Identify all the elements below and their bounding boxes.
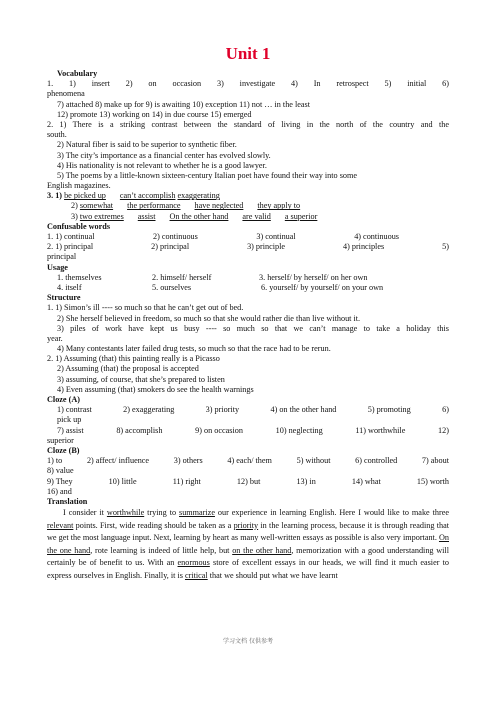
confusable-item: 3) principle <box>247 242 286 252</box>
cloze-b-item: 13) in <box>296 476 316 486</box>
cloze-b-item: 6) controlled <box>355 456 398 466</box>
translation-keyword: critical <box>184 571 208 581</box>
confusable-item: 2) continuous <box>153 232 198 241</box>
cloze-a-item: 5) promoting <box>367 405 411 415</box>
translation-keyword: on the other hand <box>232 545 292 555</box>
vocab-s3-line3 <box>47 212 449 222</box>
cloze-a-line1 <box>47 405 449 415</box>
cloze-b-item: 3) others <box>173 456 203 466</box>
translation-segment: in the learning process, because it is through reading that we get the most language input. Next, learning by heart as many well-written essays as possible is also very important. <box>47 520 449 543</box>
cloze-b-item: 5) without <box>296 456 331 466</box>
usage-heading: Usage <box>47 262 68 272</box>
structure-b3: 3) assuming, of course, that she’s prepared to listen <box>57 374 225 384</box>
page-footer: 学习文档 仅供参考 <box>223 638 273 645</box>
translation-keyword: worthwhile <box>106 508 145 518</box>
cloze-b-item: 4) each/ them <box>227 456 272 466</box>
usage-item: 2. himself/ herself <box>152 272 212 282</box>
cloze-b-heading: Cloze (B) <box>47 445 80 455</box>
usage-line1 <box>47 273 449 283</box>
translation-segment: trying to <box>144 508 180 518</box>
vocab-s3-line2 <box>47 201 449 211</box>
cloze-a-item: 8) accomplish <box>116 425 163 435</box>
cloze-a-item: 7) assist <box>57 425 84 435</box>
cloze-b-item: 11) right <box>172 476 201 486</box>
translation-text <box>47 507 449 583</box>
vocab-s3-answer: assist <box>137 211 156 221</box>
confusable-item: 4) continuous <box>354 232 399 241</box>
cloze-b-item: 2) affect/ influence <box>86 456 150 466</box>
cloze-a-item: 11) worthwhile <box>355 425 406 435</box>
cloze-a-line1b: pick up <box>57 415 82 425</box>
structure-a3b: year. <box>47 333 63 343</box>
translation-keyword: enormous <box>177 558 210 568</box>
vocab-s3-answer: have neglected <box>194 201 244 211</box>
confusable-line1 <box>47 232 399 242</box>
structure-a2: 2) She herself believed in freedom, so much so that she would rather die than live without it. <box>57 313 361 323</box>
vocab-s1-line1 <box>47 79 449 89</box>
vocab-s1-line4: 12) promote 13) working on 14) in due course 15) emerged <box>57 109 252 119</box>
vocab-s3-answer: a superior <box>284 211 318 221</box>
translation-paragraph <box>47 507 449 583</box>
vocab-s2-item2: 2) Natural fiber is said to be superior to synthetic fiber. <box>57 140 237 150</box>
structure-a4: 4) Many contestants later failed drug tests, so much so that the race had to be rerun. <box>57 344 331 354</box>
cloze-a-item: 6) <box>442 405 449 415</box>
vocab-s2-line2: south. <box>47 130 67 140</box>
structure-b1: 2. 1) Assuming (that) this painting really is a Picasso <box>47 354 220 364</box>
cloze-b-line2 <box>47 477 449 487</box>
vocab-s3-answer: On the other hand <box>169 211 229 221</box>
confusable-item: 3) continual <box>256 232 296 241</box>
usage-item: 6. yourself/ by yourself/ on your own <box>261 282 384 292</box>
cloze-b-item: 12) but <box>236 476 261 486</box>
vocab-s3-answer: the performance <box>127 201 181 211</box>
cloze-b-line1b: 8) value <box>47 466 74 476</box>
document-body <box>47 69 449 583</box>
vocab-s3-answer: be picked up <box>64 191 106 201</box>
cloze-b-item: 7) about <box>421 456 449 466</box>
cloze-b-item: 9) They <box>47 476 73 486</box>
vocab-s3-answer: they apply to <box>257 201 301 211</box>
confusable-item: 2) principal <box>151 242 190 252</box>
usage-line2 <box>47 283 449 293</box>
confusable-item: 2. 1) principal <box>47 242 94 252</box>
confusable-heading: Confusable words <box>47 221 111 231</box>
structure-a3a-text: 3) piles of work have kept us busy ---- so much so that we can’t manage to take a holiday this <box>57 323 449 333</box>
confusable-item: 5) <box>442 242 449 252</box>
translation-segment: I consider it <box>63 508 107 518</box>
vocab-s2-item4: 4) His nationality is not relevant to whether he is a good lawyer. <box>57 160 267 170</box>
cloze-a-item: 12) <box>438 425 449 435</box>
cloze-a-item: 3) priority <box>205 405 240 415</box>
vocab-s3-answer: somewhat <box>79 201 114 211</box>
cloze-a-line2 <box>47 426 449 436</box>
structure-b2: 2) Assuming (that) the proposal is accepted <box>57 364 199 374</box>
translation-segment: , memorization with a good understanding will certainly be of benefit to us. With an <box>47 545 449 568</box>
confusable-item: 1. 1) continual <box>47 232 95 241</box>
cloze-a-item: 1) contrast <box>57 405 92 415</box>
translation-keyword: priority <box>233 520 259 530</box>
structure-a1: 1. 1) Simon’s ill ---- so much so that he can’t get out of bed. <box>47 303 244 313</box>
vocab-s2-line1 <box>47 120 449 130</box>
vocabulary-heading: Vocabulary <box>57 69 98 78</box>
confusable-line2b: principal <box>47 252 77 262</box>
structure-a3a <box>47 324 449 334</box>
usage-item: 4. itself <box>57 282 82 292</box>
cloze-a-item: 10) neglecting <box>275 425 323 435</box>
vocab-s3-number: 3) <box>71 211 78 221</box>
vocab-s3-number: 2) <box>71 201 78 211</box>
cloze-a-item: 4) on the other hand <box>270 405 337 415</box>
structure-b4: 4) Even assuming (that) smokers do see the health warnings <box>57 384 254 394</box>
structure-heading: Structure <box>47 293 81 303</box>
translation-segment: that we should put what we have learnt <box>207 571 338 581</box>
vocab-s3-number: 3. 1) <box>47 191 63 201</box>
cloze-b-item: 10) little <box>108 476 137 486</box>
vocab-s3-answer: are valid <box>242 211 271 221</box>
vocab-s1-line2: phenomena <box>47 89 85 99</box>
vocab-s2-item5a: 5) The poems by a little-known sixteen-century Italian poet have found their way into some <box>57 170 357 180</box>
cloze-a-item: 9) on occasion <box>195 425 243 435</box>
vocab-s2-item3: 3) The city’s importance as a financial center has evolved slowly. <box>57 150 271 160</box>
confusable-item: 4) principles <box>343 242 385 252</box>
cloze-a-line2b: superior <box>47 435 74 445</box>
confusable-line2 <box>47 242 449 252</box>
usage-item: 5. ourselves <box>152 282 192 292</box>
translation-segment: points. First, wide reading should be taken as a <box>73 520 234 530</box>
cloze-a-item: 2) exaggerating <box>123 405 175 415</box>
vocab-s1-line3: 7) attached 8) make up for 9) is awaiting 10) exception 11) not … in the least <box>57 99 310 109</box>
cloze-b-item: 15) worth <box>416 476 449 486</box>
translation-segment: our experience in learning English. Here I would like to make three <box>214 508 449 518</box>
cloze-b-line2b: 16) and <box>47 486 72 496</box>
usage-item: 1. themselves <box>57 272 102 282</box>
usage-item: 3. herself/ by herself/ on her own <box>259 272 368 282</box>
unit-title: Unit 1 <box>225 44 271 63</box>
translation-keyword: summarize <box>179 508 215 518</box>
vocab-s2-line1-text: 2. 1) There is a striking contrast between the standard of living in the north of the country and the <box>47 119 449 129</box>
translation-segment: store of excellent essays in our heads, we will find it much easier to express ourselves in English. Finally, it is <box>47 558 449 581</box>
cloze-b-line1 <box>47 456 449 466</box>
vocab-s2-item5b: English magazines. <box>47 181 111 191</box>
cloze-a-heading: Cloze (A) <box>47 395 80 404</box>
cloze-b-item: 14) what <box>351 476 381 486</box>
vocab-s3-answer: exaggerating <box>177 191 220 201</box>
vocab-s3-answer: two extremes <box>79 211 124 221</box>
translation-keyword: relevant <box>47 520 74 530</box>
vocab-s1-line1-text: 1. 1) insert 2) on occasion 3) investigate 4) In retrospect 5) initial 6) <box>47 79 449 89</box>
translation-heading: Translation <box>47 496 88 506</box>
vocab-s3-answer: can’t accomplish <box>119 191 176 201</box>
translation-segment: , rote learning is indeed of little help, but <box>90 545 233 555</box>
vocab-s3-line1 <box>47 191 449 201</box>
cloze-b-item: 1) to <box>47 456 63 466</box>
translation-keyword: On the one hand <box>47 533 449 555</box>
